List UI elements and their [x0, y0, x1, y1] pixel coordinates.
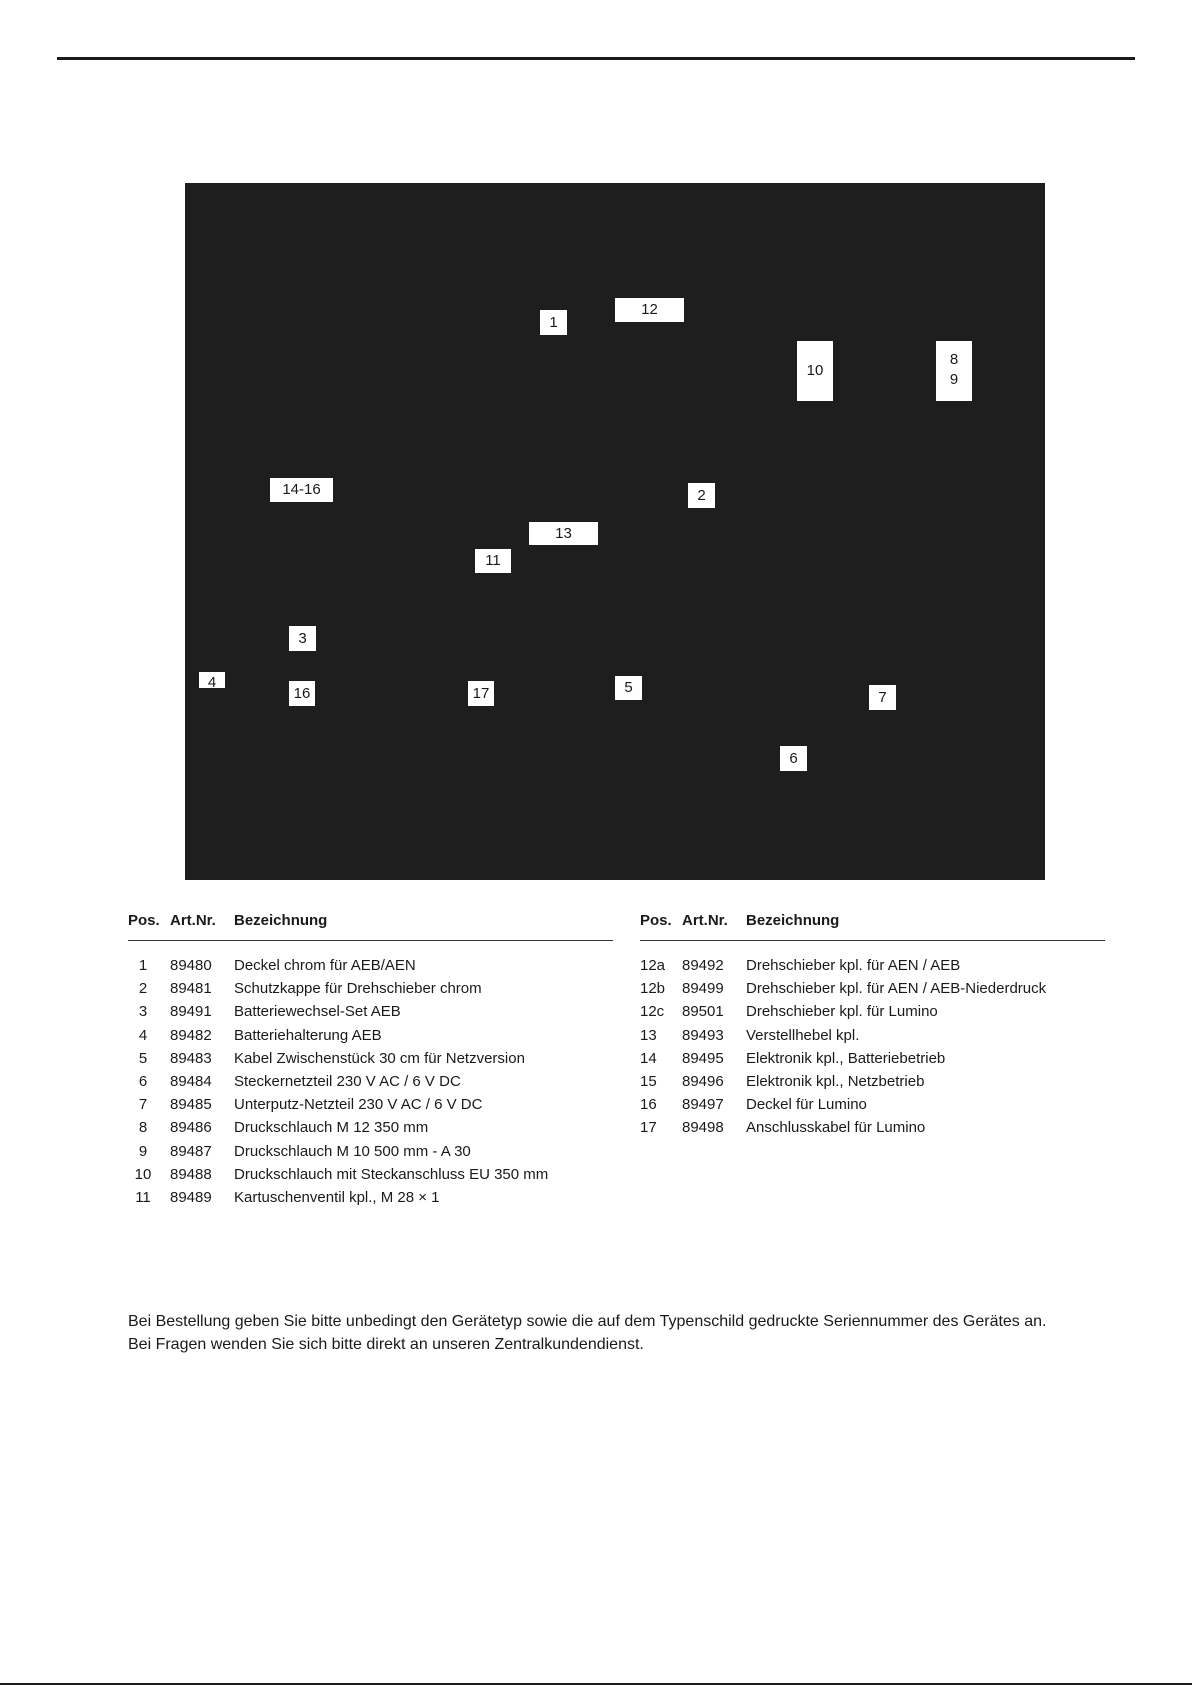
row-pos: 17	[640, 1119, 657, 1137]
header-art-nr: Art.Nr.	[170, 912, 216, 929]
row-name: Drehschieber kpl. für Lumino	[746, 1003, 938, 1021]
table-row	[640, 1024, 1105, 1047]
row-pos: 9	[138, 1142, 148, 1160]
row-art-nr: 89493	[682, 1026, 724, 1044]
table-row	[640, 954, 1105, 977]
header-bezeichnung: Bezeichnung	[746, 912, 840, 929]
row-art-nr: 89489	[170, 1188, 212, 1206]
row-pos: 12a	[640, 957, 666, 974]
callout-13: 13	[529, 522, 598, 545]
row-name: Deckel für Lumino	[746, 1096, 867, 1114]
row-art-nr: 89499	[682, 980, 724, 998]
row-art-nr: 89483	[170, 1049, 212, 1067]
row-art-nr: 89482	[170, 1026, 212, 1044]
row-pos: 10	[134, 1165, 152, 1183]
row-pos: 5	[138, 1049, 148, 1067]
row-pos: 16	[640, 1096, 657, 1114]
parts-list-right	[640, 910, 1105, 1140]
table-row	[128, 977, 613, 1000]
row-pos: 12b	[640, 980, 666, 998]
row-name: Verstellhebel kpl.	[746, 1026, 860, 1044]
row-art-nr: 89486	[170, 1119, 212, 1137]
table-row	[128, 1093, 613, 1116]
header-pos: Pos.	[128, 912, 160, 929]
row-art-nr: 89481	[170, 980, 212, 998]
row-art-nr: 89491	[170, 1003, 212, 1021]
row-name: Batteriewechsel-Set AEB	[234, 1003, 401, 1021]
table-row	[128, 1163, 613, 1186]
row-pos: 8	[138, 1119, 148, 1137]
row-art-nr: 89495	[682, 1049, 724, 1067]
row-name: Deckel chrom für AEB/AEN	[234, 957, 416, 974]
row-art-nr: 89496	[682, 1072, 724, 1090]
row-pos: 4	[138, 1026, 148, 1044]
row-pos: 15	[640, 1072, 657, 1090]
row-pos: 13	[640, 1026, 657, 1044]
callout-2: 2	[688, 483, 715, 508]
row-name: Kartuschenventil kpl., M 28 × 1	[234, 1188, 440, 1206]
callout-1: 1	[540, 310, 567, 335]
row-pos: 3	[138, 1003, 148, 1021]
row-name: Batteriehalterung AEB	[234, 1026, 382, 1044]
row-pos: 6	[138, 1072, 148, 1090]
callout-5: 5	[615, 676, 642, 700]
row-art-nr: 89498	[682, 1119, 724, 1137]
row-art-nr: 89485	[170, 1096, 212, 1114]
callout-7: 7	[869, 685, 896, 710]
row-name: Druckschlauch mit Steckanschluss EU 350 mm	[234, 1165, 549, 1183]
table-row	[640, 977, 1105, 1000]
row-art-nr: 89484	[170, 1072, 212, 1090]
table-row	[128, 1070, 613, 1093]
parts-list-left	[128, 910, 613, 1209]
table-row	[128, 1047, 613, 1070]
table-row	[128, 954, 613, 977]
callout-6: 6	[780, 746, 807, 771]
callout-14-16: 14-16	[270, 478, 333, 502]
row-art-nr: 89492	[682, 957, 724, 974]
callout-12: 12	[615, 298, 684, 322]
row-name: Drehschieber kpl. für AEN / AEB	[746, 957, 961, 974]
parts-list-header	[640, 910, 1105, 941]
parts-list-header	[128, 910, 613, 941]
callout-3: 3	[289, 626, 316, 651]
ordering-note-line-1: Bei Bestellung geben Sie bitte unbedingt den Gerätetyp sowie die auf dem Typenschild gedruckte Seriennummer des Gerätes an.	[128, 1313, 1047, 1330]
row-art-nr: 89497	[682, 1096, 724, 1114]
table-row	[128, 1116, 613, 1139]
row-art-nr: 89480	[170, 957, 212, 974]
row-name: Kabel Zwischenstück 30 cm für Netzversion	[234, 1049, 525, 1067]
row-pos: 7	[138, 1096, 148, 1114]
header-art-nr: Art.Nr.	[682, 912, 728, 929]
exploded-view-diagram	[185, 183, 1045, 880]
row-name: Drehschieber kpl. für AEN / AEB-Niederdruck	[746, 980, 1047, 998]
callout-17: 17	[468, 681, 494, 706]
table-row	[128, 1186, 613, 1209]
row-art-nr: 89487	[170, 1142, 212, 1160]
row-name: Unterputz-Netzteil 230 V AC / 6 V DC	[234, 1096, 483, 1114]
row-name: Steckernetzteil 230 V AC / 6 V DC	[234, 1072, 461, 1090]
callout-8-9: 8 9	[936, 341, 972, 401]
row-pos: 14	[640, 1049, 657, 1067]
row-name: Schutzkappe für Drehschieber chrom	[234, 980, 482, 998]
row-name: Elektronik kpl., Netzbetrieb	[746, 1072, 925, 1090]
callout-16: 16	[289, 681, 315, 706]
row-name: Druckschlauch M 12 350 mm	[234, 1119, 429, 1137]
row-art-nr: 89488	[170, 1165, 212, 1183]
table-row	[640, 1116, 1105, 1139]
callout-11: 11	[475, 549, 511, 573]
table-row	[128, 1000, 613, 1023]
table-row	[640, 1047, 1105, 1070]
ordering-note	[128, 1310, 1047, 1356]
table-row	[640, 1000, 1105, 1023]
row-pos: 2	[138, 980, 148, 998]
row-name: Druckschlauch M 10 500 mm - A 30	[234, 1142, 471, 1160]
row-pos: 12c	[640, 1003, 665, 1021]
header-bezeichnung: Bezeichnung	[234, 912, 328, 929]
row-pos: 1	[138, 957, 148, 974]
row-pos: 11	[135, 1188, 151, 1206]
table-row	[640, 1070, 1105, 1093]
table-row	[128, 1024, 613, 1047]
row-art-nr: 89501	[682, 1003, 724, 1021]
ordering-note-line-2: Bei Fragen wenden Sie sich bitte direkt an unseren Zentralkundendienst.	[128, 1336, 644, 1353]
table-row	[128, 1140, 613, 1163]
top-rule	[57, 57, 1135, 60]
header-pos: Pos.	[640, 912, 672, 929]
row-name: Elektronik kpl., Batteriebetrieb	[746, 1049, 946, 1067]
callout-4: 4	[199, 672, 225, 688]
table-row	[640, 1093, 1105, 1116]
callout-10: 10	[797, 341, 833, 401]
row-name: Anschlusskabel für Lumino	[746, 1119, 926, 1137]
